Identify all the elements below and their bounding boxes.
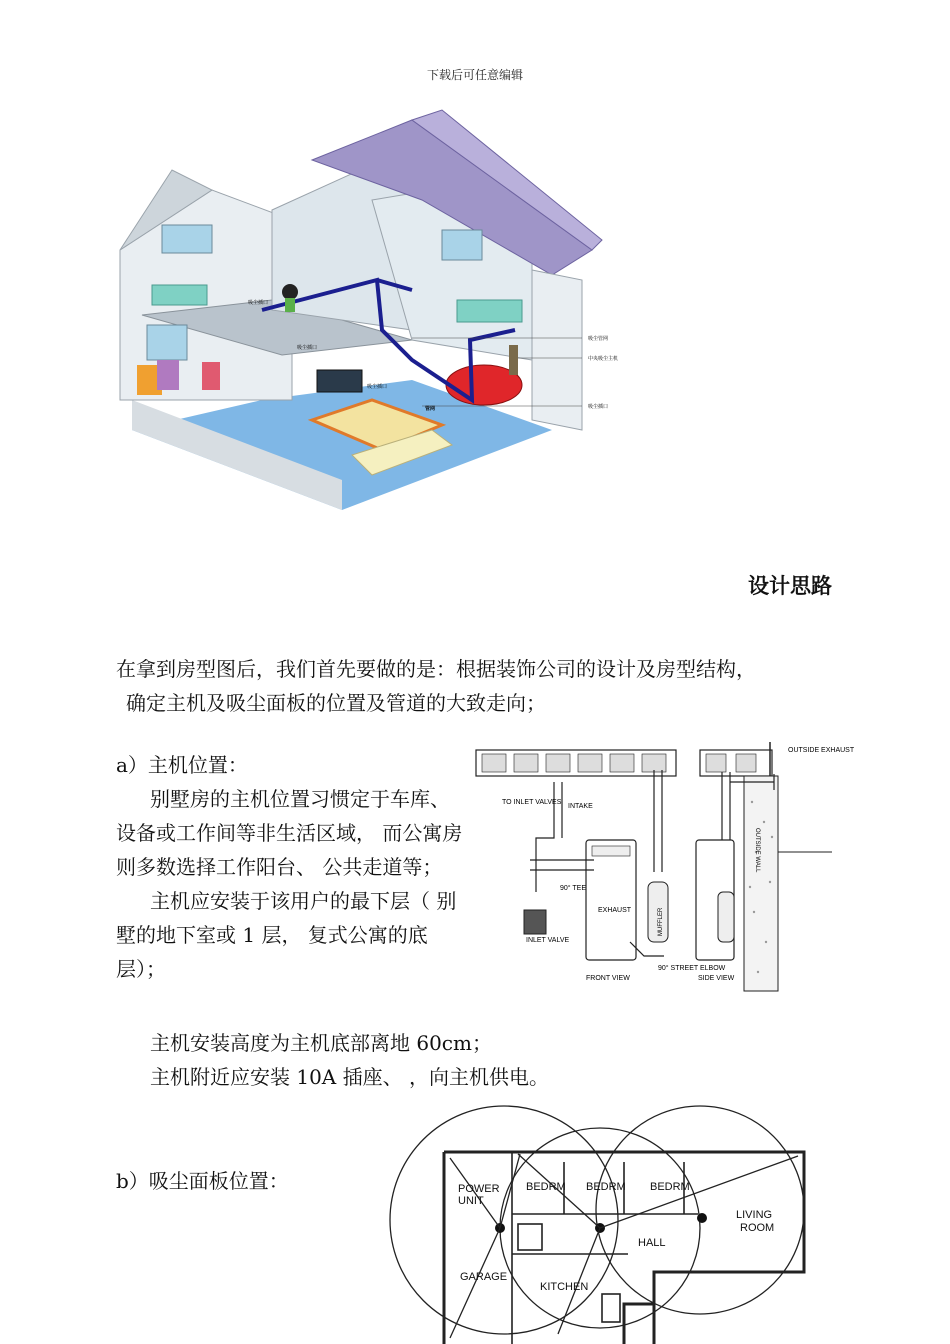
room-bedrm-2: BEDRM [586,1181,626,1193]
room-garage: GARAGE [460,1271,508,1283]
coverage-circle-1 [390,1106,618,1334]
label-outside-wall: OUTSIDE WALL [754,828,760,873]
house-illustration [112,100,642,510]
section-a-title: a）主机位置： [116,753,248,777]
callout-central-unit: 中央吸尘主机 [588,356,619,362]
inlet-living [697,1213,707,1223]
section-title: 设计思路 [748,574,832,598]
install-diagram [474,742,855,994]
section-a-p1: 别墅房的主机位置习惯定于车库、 设备或工作间等非生活区域， 而公寓房则多数选择工作阳台、 公共走道等； [116,787,463,879]
room-power-unit-l2: UNIT [458,1195,484,1207]
room-bedrm-1: BEDRM [526,1181,566,1193]
room-living-l2: ROOM [740,1222,775,1234]
label-outside-exhaust: OUTSIDE EXHAUST [788,747,855,754]
floor-plan [388,1104,828,1344]
header-note: 下载后可任意编辑 [426,68,523,82]
central-unit [509,345,518,375]
room-power-unit-l1: POWER [458,1183,500,1195]
inlet-label-2: 吸尘插口 [297,345,318,351]
inlet-label-3: 吸尘插口 [367,384,388,390]
label-front-view: FRONT VIEW [586,975,630,982]
callout-inlet: 吸尘插口 [588,404,609,410]
pipe-label: 管网 [425,406,436,412]
section-b-title: b）吸尘面板位置： [116,1169,289,1193]
label-muffler: MUFFLER [658,907,664,936]
intro-line-2: 确定主机及吸尘面板的位置及管道的大致走向； [126,691,546,715]
label-inlet-valve: INLET VALVE [526,937,570,944]
section-a-continued [116,1026,716,1094]
label-street-elbow: 90° STREET ELBOW [658,965,726,972]
label-intake: INTAKE [568,803,593,810]
inlet-label-1: 吸尘插口 [248,300,269,306]
label-side-view: SIDE VIEW [698,975,735,982]
section-a-p4: 主机附近应安装 10A 插座、 ，向主机供电。 [150,1065,549,1089]
room-living-l1: LIVING [736,1209,773,1221]
power-unit-front [586,840,636,960]
section-a-p2: 主机应安装于该用户的最下层（ 别墅的地下室或 1 层， 复式公寓的底层）； [116,889,457,981]
callout-pipe-network: 吸尘管网 [588,336,609,342]
inlet-valve [524,910,546,934]
intro-paragraph [116,652,856,720]
label-to-inlet-valves: TO INLET VALVES [502,799,562,806]
room-kitchen: KITCHEN [540,1281,589,1293]
label-tee: 90° TEE [560,885,587,892]
room-hall: HALL [638,1237,666,1249]
label-exhaust: EXHAUST [598,907,632,914]
section-a [116,748,466,986]
room-bedrm-3: BEDRM [650,1181,690,1193]
intro-line-1: 在拿到房型图后，我们首先要做的是：根据装饰公司的设计及房型结构， [116,657,756,681]
coverage-circle-3 [596,1106,804,1314]
section-a-p3: 主机安装高度为主机底部离地 60cm； [150,1031,492,1055]
